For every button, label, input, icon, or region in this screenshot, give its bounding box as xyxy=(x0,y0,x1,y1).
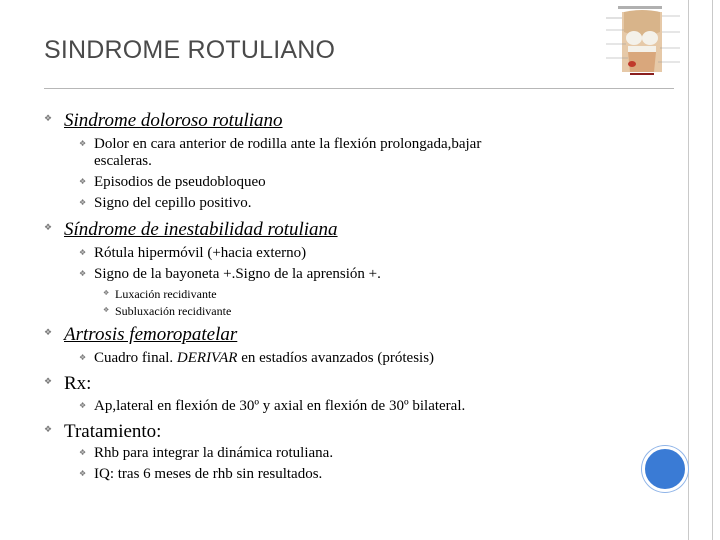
section-4-heading: ❖ Rx: xyxy=(44,373,92,394)
list-item: ❖ Rhb para integrar la dinámica rotuliana. xyxy=(79,445,334,461)
bullet-icon: ❖ xyxy=(44,223,53,233)
bullet-icon: ❖ xyxy=(44,425,53,435)
bullet-icon: ❖ xyxy=(79,248,87,257)
section-3-heading: ❖ Artrosis femoropatelar xyxy=(44,324,238,345)
bullet-icon: ❖ xyxy=(79,353,87,362)
bullet-icon: ❖ xyxy=(79,448,87,457)
frame-line-right xyxy=(712,0,713,540)
bullet-icon: ❖ xyxy=(103,289,110,297)
bullet-icon: ❖ xyxy=(79,401,87,410)
bullet-icon: ❖ xyxy=(44,328,53,338)
list-item: ❖ Signo de la bayoneta +.Signo de la aprensión +. xyxy=(79,266,381,282)
frame-line-left xyxy=(688,0,689,540)
bullet-icon: ❖ xyxy=(44,377,53,387)
slide-title: SINDROME ROTULIANO xyxy=(44,36,336,64)
sub-list-item: ❖ Subluxación recidivante xyxy=(103,304,232,318)
bullet-icon: ❖ xyxy=(79,139,87,148)
list-item: ❖ Cuadro final. DERIVAR en estadíos avanzados (prótesis) xyxy=(79,350,435,366)
bullet-icon: ❖ xyxy=(79,269,87,278)
title-divider xyxy=(44,88,674,89)
list-item: ❖ Signo del cepillo positivo. xyxy=(79,195,252,211)
list-item: ❖ Rótula hipermóvil (+hacia externo) xyxy=(79,245,307,261)
bullet-icon: ❖ xyxy=(103,306,110,314)
list-item-continuation: escaleras. xyxy=(94,153,152,169)
bullet-icon: ❖ xyxy=(79,177,87,186)
sub-list-item: ❖ Luxación recidivante xyxy=(103,287,217,301)
section-5-heading: ❖ Tratamiento: xyxy=(44,421,162,442)
list-item: ❖ Episodios de pseudobloqueo xyxy=(79,174,266,190)
section-1-heading: ❖ Sindrome doloroso rotuliano xyxy=(44,110,283,131)
list-item: ❖ Ap,lateral en flexión de 30º y axial en flexión de 30º bilateral. xyxy=(79,398,466,414)
knee-anatomy-figure xyxy=(602,4,684,76)
bullet-icon: ❖ xyxy=(44,114,53,124)
list-item: ❖ Dolor en cara anterior de rodilla ante la flexión prolongada,bajar xyxy=(79,136,482,152)
section-2-heading: ❖ Síndrome de inestabilidad rotuliana xyxy=(44,219,338,240)
bullet-icon: ❖ xyxy=(79,469,87,478)
accent-circle xyxy=(642,446,688,492)
list-item: ❖ IQ: tras 6 meses de rhb sin resultados. xyxy=(79,466,323,482)
bullet-icon: ❖ xyxy=(79,198,87,207)
